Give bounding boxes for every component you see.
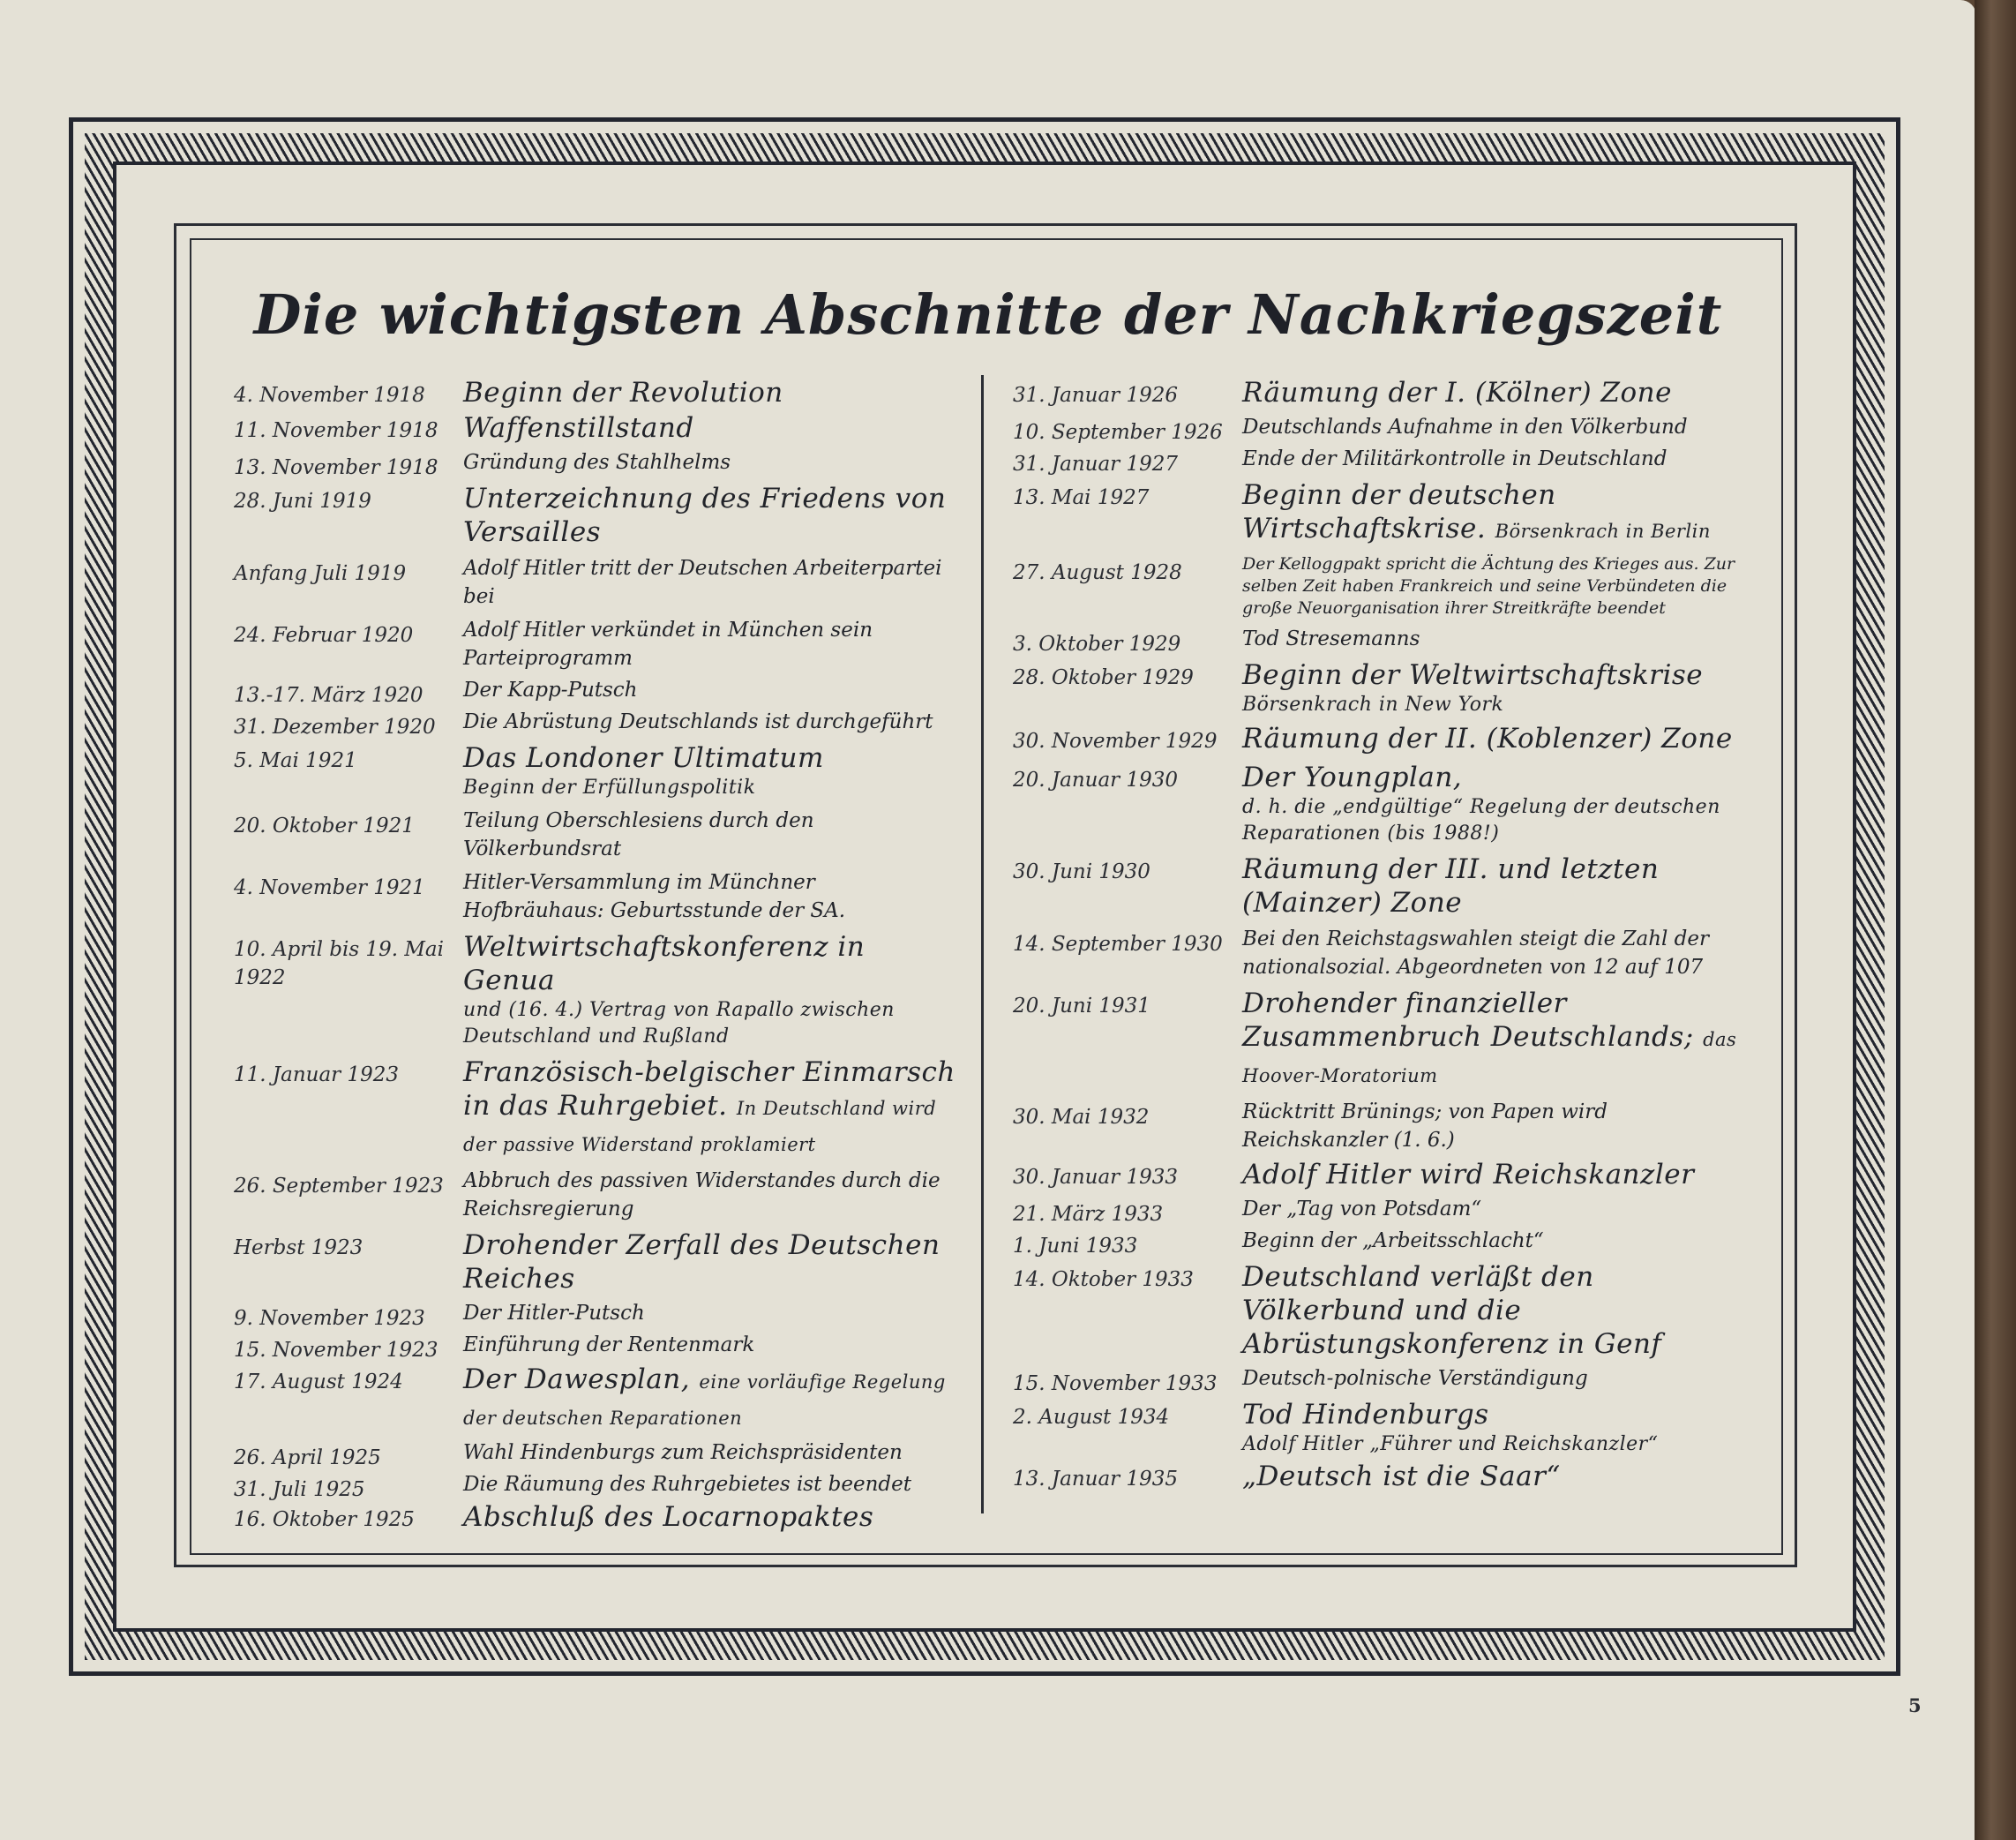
entry-date: 30. November 1929 — [1013, 730, 1218, 753]
entry-event-text: Tod Stresemanns — [1242, 627, 1420, 650]
timeline-entry — [1013, 1260, 1745, 1361]
entry-date: 31. Juli 1925 — [234, 1478, 365, 1501]
timeline-entry — [234, 1500, 957, 1534]
entry-date: 14. September 1930 — [1013, 933, 1223, 956]
timeline-entry — [234, 554, 957, 611]
entry-event — [463, 868, 957, 925]
entry-date: 11. Januar 1923 — [234, 1063, 399, 1086]
entry-date: 26. April 1925 — [234, 1446, 381, 1469]
entry-event-text: Ende der Militärkontrolle in Deutschland — [1242, 447, 1668, 470]
timeline-entry — [1013, 1098, 1745, 1154]
entry-event — [463, 1228, 957, 1296]
timeline-entry — [1013, 625, 1745, 656]
entry-date: 13. November 1918 — [234, 456, 438, 479]
entry-event-subline: Börsenkrach in New York — [1242, 694, 1504, 716]
timeline-entry — [234, 1228, 957, 1296]
entry-event-note: In Deutschland wird der passive Widerstand proklamiert — [463, 1098, 937, 1155]
entry-event-text: Abbruch des passiven Widerstandes durch die Reichsregierung — [463, 1169, 941, 1220]
entry-date: 28. Juni 1919 — [234, 490, 371, 513]
entry-date: 31. Januar 1927 — [1013, 453, 1178, 476]
entry-date: 31. Dezember 1920 — [234, 716, 436, 739]
entry-date: 2. August 1934 — [1013, 1406, 1170, 1429]
entry-event-text: Deutschlands Aufnahme in den Völkerbund — [1242, 416, 1688, 439]
entry-event — [1242, 1195, 1745, 1223]
timeline-entry — [1013, 376, 1745, 409]
entry-event — [463, 676, 957, 704]
timeline-entry — [234, 741, 957, 801]
entry-event-text: Tod Hindenburgs — [1242, 1399, 1489, 1431]
timeline-entry — [234, 676, 957, 707]
entry-event — [463, 616, 957, 672]
entry-date: 13. Januar 1935 — [1013, 1468, 1178, 1491]
entry-date: 10. September 1926 — [1013, 421, 1223, 444]
entry-event — [1242, 413, 1745, 441]
entry-event-text: Der Youngplan, — [1242, 762, 1463, 793]
entry-event-text: Gründung des Stahlhelms — [463, 451, 731, 474]
entry-event-text: „Deutsch ist die Saar“ — [1242, 1461, 1561, 1492]
entry-event-text: Räumung der II. (Koblenzer) Zone — [1242, 723, 1733, 755]
entry-event-text: Beginn der „Arbeitsschlacht“ — [1242, 1229, 1544, 1252]
entry-event — [463, 741, 957, 801]
entry-event — [1242, 987, 1745, 1093]
timeline-entry — [1013, 987, 1745, 1093]
entry-event-text: Die Räumung des Ruhrgebietes ist beendet — [463, 1473, 911, 1496]
entry-date: 15. November 1933 — [1013, 1372, 1218, 1395]
timeline-entry — [1013, 1460, 1745, 1493]
entry-event-text: Die Abrüstung Deutschlands ist durchgeführt — [463, 710, 933, 733]
timeline-entry — [234, 1470, 957, 1501]
timeline-entry — [234, 1363, 957, 1435]
entry-date: 13. Mai 1927 — [1013, 486, 1150, 509]
entry-date: 20. Oktober 1921 — [234, 815, 415, 837]
entry-date: 30. Januar 1933 — [1013, 1166, 1178, 1189]
entry-event-text: Adolf Hitler wird Reichskanzler — [1242, 1159, 1695, 1190]
entry-event — [1242, 658, 1745, 718]
entry-event — [463, 1167, 957, 1223]
entry-event — [463, 1055, 957, 1161]
entry-date: 11. November 1918 — [234, 419, 438, 442]
entry-event — [1242, 625, 1745, 653]
timeline-entry — [234, 930, 957, 1050]
entry-event — [1242, 722, 1745, 755]
entry-event — [1242, 1158, 1745, 1191]
entry-event-text: Drohender Zerfall des Deutschen Reiches — [463, 1229, 941, 1295]
entry-event — [463, 708, 957, 736]
entry-event-text: Unterzeichnung des Friedens von Versailles — [463, 483, 947, 548]
entry-event — [463, 411, 957, 445]
entry-date: 26. September 1923 — [234, 1175, 444, 1198]
entry-event-text: Adolf Hitler tritt der Deutschen Arbeiterpartei bei — [463, 557, 942, 608]
timeline-entry — [234, 616, 957, 672]
entry-event-note: eine vorläufige Regelung der deutschen Reparationen — [463, 1371, 946, 1429]
timeline-entry — [234, 1055, 957, 1161]
entry-date: 14. Oktober 1933 — [1013, 1268, 1194, 1291]
entry-event — [1242, 1364, 1745, 1393]
entry-event — [1242, 478, 1745, 548]
timeline-entry — [1013, 1158, 1745, 1191]
entry-date: 5. Mai 1921 — [234, 749, 357, 772]
entry-event-subline: Beginn der Erfüllungspolitik — [463, 777, 756, 799]
entry-event-text: Hitler-Versammlung im Münchner Hofbräuhaus: Geburtsstunde der SA. — [463, 871, 846, 922]
entry-event — [1242, 925, 1745, 981]
entry-event-text: Deutsch-polnische Verständigung — [1242, 1367, 1588, 1390]
timeline-entry — [1013, 445, 1745, 476]
entry-event-text: Beginn der deutschen Wirtschaftskrise. — [1242, 479, 1556, 544]
timeline-left-column — [234, 371, 957, 1534]
timeline-entry — [1013, 1195, 1745, 1226]
entry-date: 3. Oktober 1929 — [1013, 633, 1181, 656]
entry-date: 31. Januar 1926 — [1013, 384, 1178, 407]
entry-event — [463, 1470, 957, 1498]
entry-event-text: Drohender finanzieller Zusammenbruch Deutschlands; — [1242, 988, 1694, 1053]
entry-date: Herbst 1923 — [234, 1236, 363, 1259]
entry-event — [1242, 852, 1745, 920]
entry-event-text: Räumung der III. und letzten (Mainzer) Zone — [1242, 853, 1660, 919]
entry-event — [463, 1299, 957, 1327]
entry-event-text: Der Kelloggpakt spricht die Ächtung des Krieges aus. Zur selben Zeit haben Frankreich und seine Verbündeten die große Neuorganisation ihrer Streitkräfte beendet — [1242, 554, 1735, 618]
timeline-entry — [1013, 1227, 1745, 1258]
entry-date: 21. März 1933 — [1013, 1203, 1164, 1226]
entry-date: Anfang Juli 1919 — [234, 562, 407, 585]
entry-event — [1242, 1098, 1745, 1154]
entry-event-text: Wahl Hindenburgs zum Reichspräsidenten — [463, 1441, 903, 1464]
entry-date: 15. November 1923 — [234, 1339, 438, 1362]
timeline-entry — [1013, 658, 1745, 718]
entry-date: 4. November 1918 — [234, 384, 425, 407]
timeline-entry — [1013, 852, 1745, 920]
entry-event-text: Französisch-belgischer Einmarsch in das Ruhrgebiet. — [463, 1056, 956, 1122]
entry-event-text: Einführung der Rentenmark — [463, 1333, 755, 1356]
entry-event-text: Räumung der I. (Kölner) Zone — [1242, 377, 1672, 409]
timeline-entry — [234, 1167, 957, 1223]
timeline-entry — [234, 1438, 957, 1467]
entry-date: 9. November 1923 — [234, 1307, 425, 1330]
timeline-entry — [1013, 413, 1745, 444]
entry-event-text: Deutschland verläßt den Völkerbund und die Abrüstungskonferenz in Genf — [1242, 1261, 1662, 1360]
timeline-entry — [234, 376, 957, 409]
entry-date: 30. Mai 1932 — [1013, 1106, 1150, 1129]
entry-event — [463, 482, 957, 549]
timeline-entry — [234, 807, 957, 863]
entry-event-text: Weltwirtschaftskonferenz in Genua — [463, 931, 866, 996]
entry-event-subline: Adolf Hitler „Führer und Reichskanzler“ — [1242, 1433, 1659, 1455]
entry-event — [463, 1438, 957, 1467]
entry-event-subline: d. h. die „endgültige“ Regelung der deutschen Reparationen (bis 1988!) — [1242, 796, 1720, 845]
entry-event — [1242, 1227, 1745, 1255]
entry-date: 28. Oktober 1929 — [1013, 666, 1194, 689]
entry-event-text: Bei den Reichstagswahlen steigt die Zahl der nationalsozial. Abgeordneten von 12 auf 107 — [1242, 928, 1709, 979]
timeline-entry — [1013, 761, 1745, 847]
entry-date: 20. Januar 1930 — [1013, 769, 1178, 792]
timeline-entry — [234, 482, 957, 549]
entry-event — [463, 376, 957, 409]
entry-event — [463, 448, 957, 477]
timeline-entry — [234, 868, 957, 925]
entry-event — [463, 930, 957, 1050]
entry-event-text: Der Kapp-Putsch — [463, 679, 638, 702]
timeline-entry — [1013, 925, 1745, 981]
entry-event-text: Der Hitler-Putsch — [463, 1302, 645, 1325]
entry-date: 24. Februar 1920 — [234, 624, 414, 647]
timeline-entry — [234, 1331, 957, 1362]
entry-event — [463, 554, 957, 611]
timeline-entry — [1013, 1364, 1745, 1393]
entry-event — [1242, 1398, 1745, 1458]
timeline-entry — [1013, 478, 1745, 548]
entry-date: 20. Juni 1931 — [1013, 995, 1150, 1018]
entry-event-text: Waffenstillstand — [463, 412, 694, 444]
entry-event — [1242, 553, 1745, 620]
timeline-entry — [234, 708, 957, 739]
entry-event — [1242, 761, 1745, 847]
entry-event-text: Das Londoner Ultimatum — [463, 742, 824, 774]
column-divider — [981, 375, 984, 1513]
entry-event-text: Abschluß des Locarnopaktes — [463, 1501, 874, 1533]
page-title: Die wichtigsten Abschnitte der Nachkriegszeit — [253, 282, 1723, 347]
entry-event-text: Der „Tag von Potsdam“ — [1242, 1198, 1482, 1220]
entry-date: 4. November 1921 — [234, 876, 425, 899]
entry-event-text: Beginn der Revolution — [463, 377, 783, 409]
entry-event — [463, 1363, 957, 1435]
entry-date: 27. August 1928 — [1013, 561, 1182, 584]
entry-event-text: Teilung Oberschlesiens durch den Völkerbundsrat — [463, 809, 814, 860]
entry-event — [463, 1500, 957, 1534]
entry-event-text: Beginn der Weltwirtschaftskrise — [1242, 659, 1704, 691]
page-number: 5 — [1908, 1694, 1922, 1716]
entry-event — [463, 807, 957, 863]
entry-date: 13.-17. März 1920 — [234, 684, 423, 707]
entry-event-note: Börsenkrach in Berlin — [1495, 521, 1711, 542]
entry-date: 10. April bis 19. Mai 1922 — [234, 938, 444, 989]
timeline-entry — [1013, 722, 1745, 755]
timeline-entry — [234, 1299, 957, 1330]
entry-event-subline: und (16. 4.) Vertrag von Rapallo zwischen Deutschland und Rußland — [463, 999, 895, 1048]
entry-date: 1. Juni 1933 — [1013, 1235, 1138, 1258]
entry-event-text: Der Dawesplan, — [463, 1363, 691, 1395]
timeline-right-column — [1013, 371, 1745, 1493]
entry-event — [1242, 445, 1745, 473]
timeline-entry — [234, 411, 957, 445]
timeline-entry — [1013, 553, 1745, 620]
entry-event-text: Rücktritt Brünings; von Papen wird Reichskanzler (1. 6.) — [1242, 1100, 1608, 1152]
timeline-entry — [1013, 1398, 1745, 1458]
book-spine-edge — [1975, 0, 2016, 1840]
entry-event-note: das Hoover-Moratorium — [1242, 1029, 1737, 1086]
entry-date: 17. August 1924 — [234, 1371, 403, 1393]
entry-date: 16. Oktober 1925 — [234, 1508, 415, 1531]
entry-event — [1242, 1460, 1745, 1493]
entry-event — [1242, 376, 1745, 409]
entry-event — [1242, 1260, 1745, 1361]
timeline-entry — [234, 448, 957, 477]
entry-event — [463, 1331, 957, 1359]
entry-event-text: Adolf Hitler verkündet in München sein Parteiprogramm — [463, 619, 873, 670]
entry-date: 30. Juni 1930 — [1013, 860, 1150, 883]
